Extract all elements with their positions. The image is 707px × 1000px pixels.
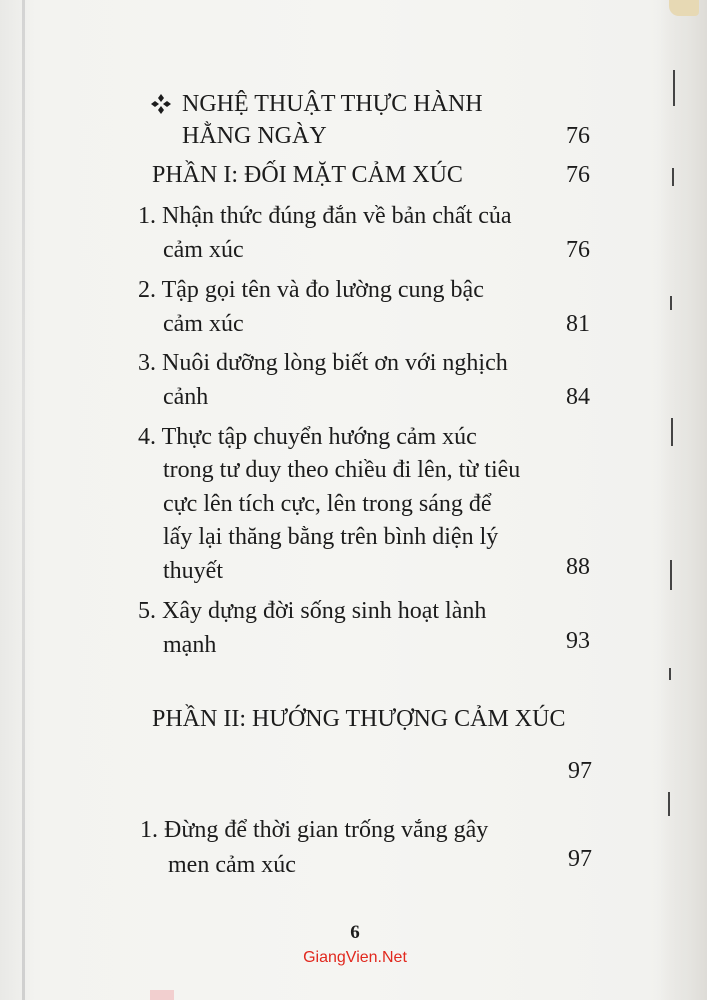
toc-item-line: trong tư duy theo chiều đi lên, từ tiêu — [163, 457, 521, 483]
toc-item-page-number: 97 — [568, 846, 592, 872]
toc-item-line: mạnh — [163, 632, 217, 658]
toc-item-line: lấy lại thăng bằng trên bình diện lý — [163, 524, 499, 550]
toc-item-page-number: 76 — [566, 237, 590, 263]
toc-item-line: 3. Nuôi dưỡng lòng biết ơn với nghịch — [138, 350, 508, 376]
section-title-line1: NGHỆ THUẬT THỰC HÀNH — [182, 91, 483, 117]
part2-title: PHẦN II: HƯỚNG THƯỢNG CẢM XÚC — [152, 706, 566, 732]
watermark-text: GiangVien.Net — [303, 949, 407, 966]
part2-page-number: 97 — [568, 758, 592, 784]
page-number: 6 — [350, 922, 360, 943]
toc-item-line: 4. Thực tập chuyển hướng cảm xúc — [138, 424, 477, 450]
toc-item-page-number: 88 — [566, 554, 590, 580]
toc-item-line: men cảm xúc — [168, 852, 296, 878]
toc-item-line: 1. Đừng để thời gian trống vắng gây — [140, 817, 489, 843]
part1-title: PHẦN I: ĐỐI MẶT CẢM XÚC — [152, 162, 463, 188]
toc-item-page-number: 84 — [566, 384, 590, 410]
toc-item-line: cảm xúc — [163, 311, 244, 337]
toc-item-page-number: 81 — [566, 311, 590, 337]
toc-item-line: 1. Nhận thức đúng đắn về bản chất của — [138, 203, 512, 229]
toc-item-line: cực lên tích cực, lên trong sáng để — [163, 491, 492, 517]
section-title-line2: HẰNG NGÀY — [182, 123, 327, 149]
toc-item-page-number: 93 — [566, 628, 590, 654]
part1-page-number: 76 — [566, 162, 590, 188]
four-diamond-bullet-icon — [150, 93, 172, 115]
toc-item-line: cảm xúc — [163, 237, 244, 263]
section-page-number: 76 — [566, 123, 590, 149]
toc-item-line: 5. Xây dựng đời sống sinh hoạt lành — [138, 598, 487, 624]
toc-item-line: cảnh — [163, 384, 209, 410]
toc-item-line: thuyết — [163, 558, 223, 584]
toc-item-line: 2. Tập gọi tên và đo lường cung bậc — [138, 277, 484, 303]
